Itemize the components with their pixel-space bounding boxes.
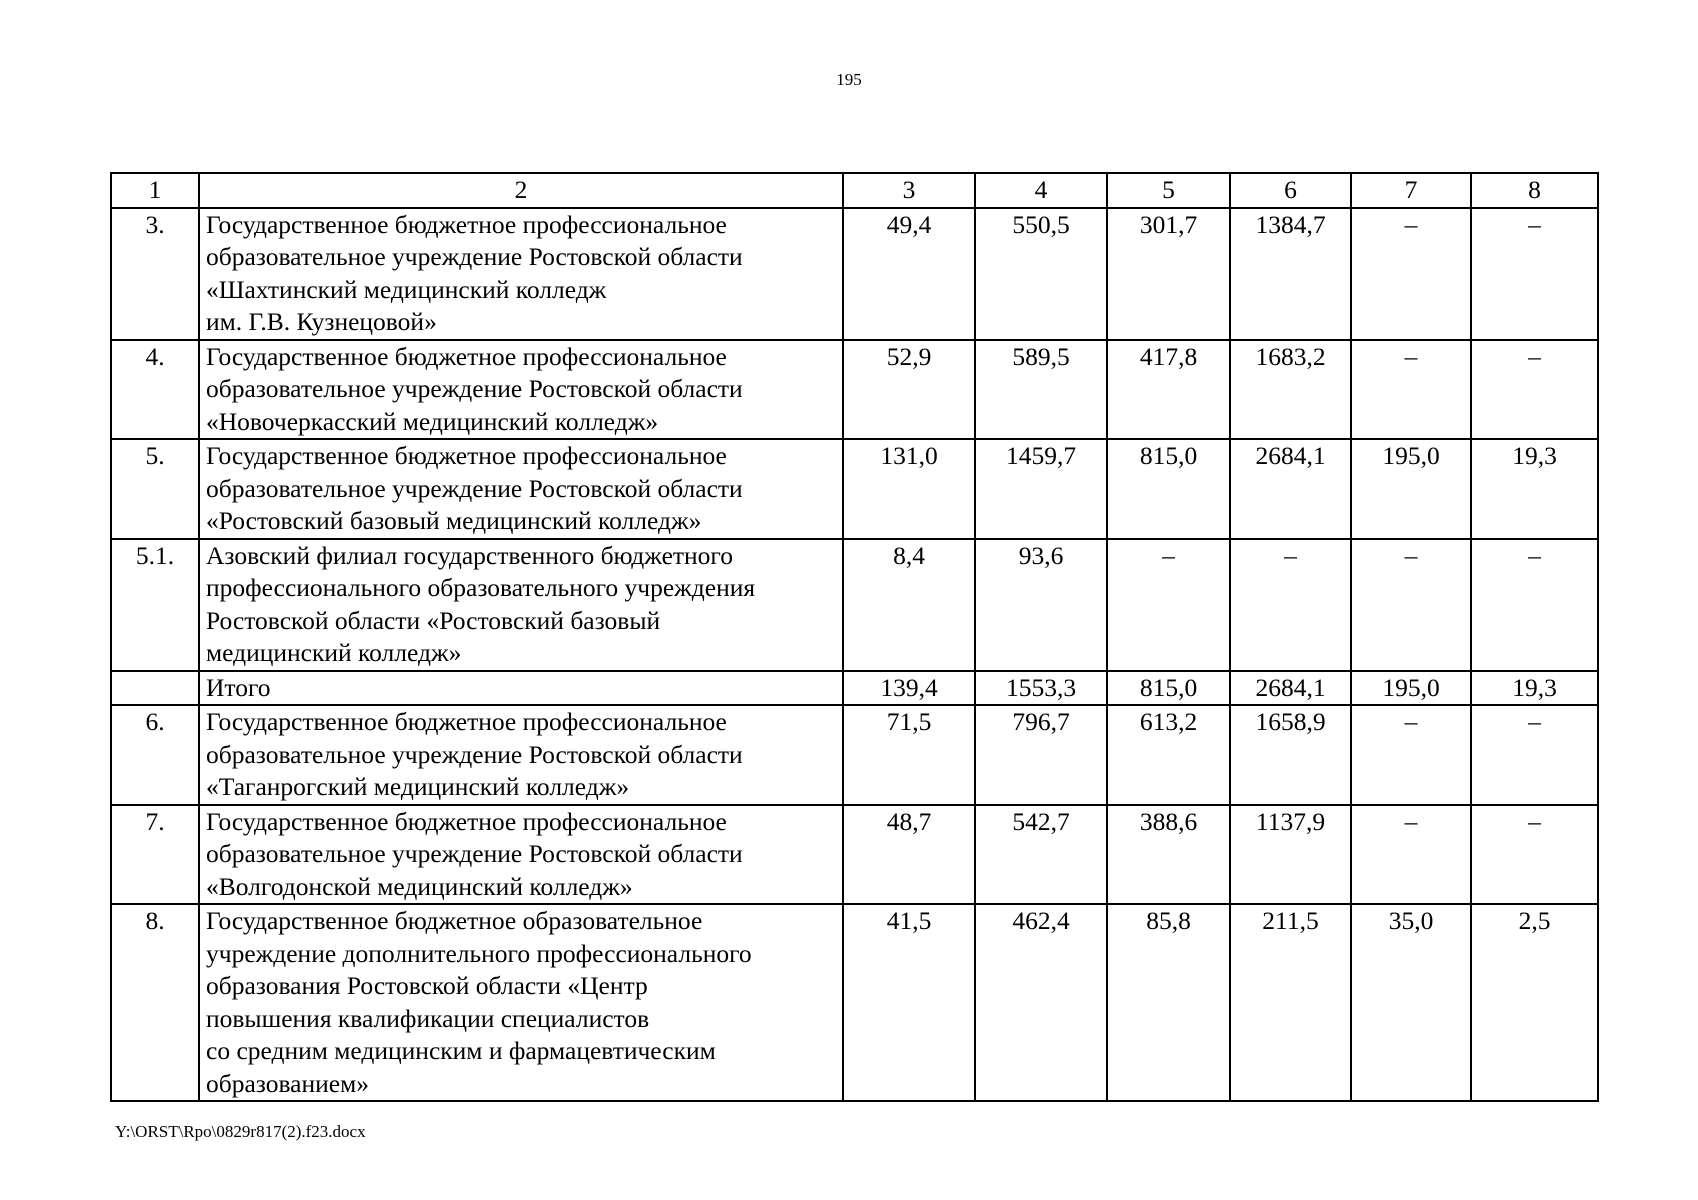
value-cell-col5: 388,6 — [1107, 805, 1230, 905]
institution-name-line: «Таганрогский медицинский колледж» — [206, 772, 630, 801]
value-cell-col6: 1658,9 — [1230, 705, 1351, 805]
institution-name-line: со средним медицинским и фармацевтическим — [206, 1036, 716, 1065]
institution-name-cell — [199, 340, 843, 440]
value-cell-col5: 417,8 — [1107, 340, 1230, 440]
table-header-row — [111, 173, 1598, 208]
header-cell: 2 — [199, 173, 843, 208]
row-number-cell: 3. — [111, 208, 199, 340]
institution-name-line: образовательное учреждение Ростовской области — [206, 242, 743, 271]
table-row — [111, 539, 1598, 671]
institution-name-line: образованием» — [206, 1068, 369, 1098]
row-number-cell: 5. — [111, 439, 199, 539]
institution-name-line: «Шахтинский медицинский колледж — [206, 274, 607, 304]
value-cell-col4: 93,6 — [975, 539, 1107, 671]
value-cell-col6: 211,5 — [1230, 904, 1351, 1101]
value-cell-col4: 542,7 — [975, 805, 1107, 905]
institution-name-line: учреждение дополнительного профессионального — [206, 938, 752, 968]
value-cell-col3: 41,5 — [843, 904, 975, 1101]
table-body — [111, 173, 1598, 1101]
institution-name-line: Ростовской области «Ростовский базовый — [206, 605, 661, 635]
value-cell-col6: 2684,1 — [1230, 671, 1351, 706]
value-cell-col8: 2,5 — [1471, 904, 1598, 1101]
page-number: 195 — [836, 70, 862, 89]
value-cell-col3: 71,5 — [843, 705, 975, 805]
institution-name-line: им. Г.В. Кузнецовой» — [206, 307, 437, 336]
institution-name-line: Государственное бюджетное профессиональное — [206, 341, 727, 371]
institution-name-line: образования Ростовской области «Центр — [206, 971, 648, 1000]
header-cell: 5 — [1107, 173, 1230, 208]
institution-name-line: повышения квалификации специалистов — [206, 1003, 650, 1033]
value-cell-col4: 462,4 — [975, 904, 1107, 1101]
value-cell-col5: 301,7 — [1107, 208, 1230, 340]
table-row — [111, 671, 1598, 706]
institution-name-line: образовательное учреждение Ростовской области — [206, 739, 743, 769]
value-cell-col3: 131,0 — [843, 439, 975, 539]
table-row — [111, 340, 1598, 440]
institution-name-cell — [199, 439, 843, 539]
header-cell: 7 — [1351, 173, 1471, 208]
value-cell-col4: 550,5 — [975, 208, 1107, 340]
value-cell-col8: – — [1471, 705, 1598, 805]
institution-name-line: «Волгодонской медицинский колледж» — [206, 871, 633, 901]
institution-name-cell — [199, 539, 843, 671]
row-number-cell: 5.1. — [111, 539, 199, 671]
value-cell-col8: – — [1471, 805, 1598, 905]
institution-name-line: «Ростовский базовый медицинский колледж» — [206, 506, 702, 535]
value-cell-col6: – — [1230, 539, 1351, 671]
data-table — [110, 172, 1599, 1102]
value-cell-col3: 8,4 — [843, 539, 975, 671]
row-number-cell: 4. — [111, 340, 199, 440]
header-cell: 6 — [1230, 173, 1351, 208]
value-cell-col8: 19,3 — [1471, 439, 1598, 539]
value-cell-col6: 1137,9 — [1230, 805, 1351, 905]
row-number-cell — [111, 671, 199, 706]
value-cell-col5: – — [1107, 539, 1230, 671]
table-row — [111, 904, 1598, 1101]
value-cell-col6: 1384,7 — [1230, 208, 1351, 340]
institution-name-cell — [199, 904, 843, 1101]
institution-name-line: Государственное бюджетное профессиональное — [206, 441, 727, 470]
value-cell-col7: – — [1351, 705, 1471, 805]
institution-name-line: Итого — [206, 672, 271, 702]
institution-name-line: Государственное бюджетное профессиональное — [206, 209, 727, 239]
header-cell: 1 — [111, 173, 199, 208]
institution-name-line: «Новочеркасский медицинский колледж» — [206, 406, 659, 436]
value-cell-col8: – — [1471, 539, 1598, 671]
value-cell-col7: 195,0 — [1351, 671, 1471, 706]
value-cell-col6: 1683,2 — [1230, 340, 1351, 440]
value-cell-col3: 52,9 — [843, 340, 975, 440]
value-cell-col7: 35,0 — [1351, 904, 1471, 1101]
value-cell-col7: – — [1351, 805, 1471, 905]
row-number-cell: 6. — [111, 705, 199, 805]
row-number-cell: 8. — [111, 904, 199, 1101]
institution-name-line: Государственное бюджетное профессиональное — [206, 707, 727, 736]
value-cell-col7: – — [1351, 539, 1471, 671]
value-cell-col8: – — [1471, 340, 1598, 440]
table-row — [111, 705, 1598, 805]
value-cell-col3: 49,4 — [843, 208, 975, 340]
value-cell-col4: 1459,7 — [975, 439, 1107, 539]
institution-name-line: образовательное учреждение Ростовской области — [206, 374, 743, 403]
institution-name-cell — [199, 208, 843, 340]
header-cell: 4 — [975, 173, 1107, 208]
row-number-cell: 7. — [111, 805, 199, 905]
footer-file-path: Y:\ORST\Rpo\0829r817(2).f23.docx — [115, 1122, 366, 1141]
value-cell-col4: 1553,3 — [975, 671, 1107, 706]
table-row — [111, 208, 1598, 340]
institution-name-cell — [199, 671, 843, 706]
institution-name-line: Азовский филиал государственного бюджетного — [206, 540, 733, 570]
value-cell-col5: 815,0 — [1107, 439, 1230, 539]
institution-name-cell — [199, 805, 843, 905]
institution-name-cell — [199, 705, 843, 805]
header-cell: 8 — [1471, 173, 1598, 208]
table-row — [111, 805, 1598, 905]
value-cell-col5: 815,0 — [1107, 671, 1230, 706]
institution-name-line: Государственное бюджетное образовательное — [206, 906, 703, 935]
value-cell-col8: 19,3 — [1471, 671, 1598, 706]
value-cell-col8: – — [1471, 208, 1598, 340]
value-cell-col5: 85,8 — [1107, 904, 1230, 1101]
value-cell-col5: 613,2 — [1107, 705, 1230, 805]
value-cell-col4: 796,7 — [975, 705, 1107, 805]
table-row — [111, 439, 1598, 539]
value-cell-col6: 2684,1 — [1230, 439, 1351, 539]
value-cell-col7: 195,0 — [1351, 439, 1471, 539]
institution-name-line: образовательное учреждение Ростовской области — [206, 473, 743, 503]
header-cell: 3 — [843, 173, 975, 208]
value-cell-col4: 589,5 — [975, 340, 1107, 440]
value-cell-col7: – — [1351, 340, 1471, 440]
institution-name-line: образовательное учреждение Ростовской области — [206, 839, 743, 868]
institution-name-line: медицинский колледж» — [206, 638, 462, 667]
institution-name-line: профессионального образовательного учреждения — [206, 573, 756, 602]
institution-name-line: Государственное бюджетное профессиональное — [206, 806, 727, 836]
value-cell-col3: 139,4 — [843, 671, 975, 706]
value-cell-col3: 48,7 — [843, 805, 975, 905]
value-cell-col7: – — [1351, 208, 1471, 340]
